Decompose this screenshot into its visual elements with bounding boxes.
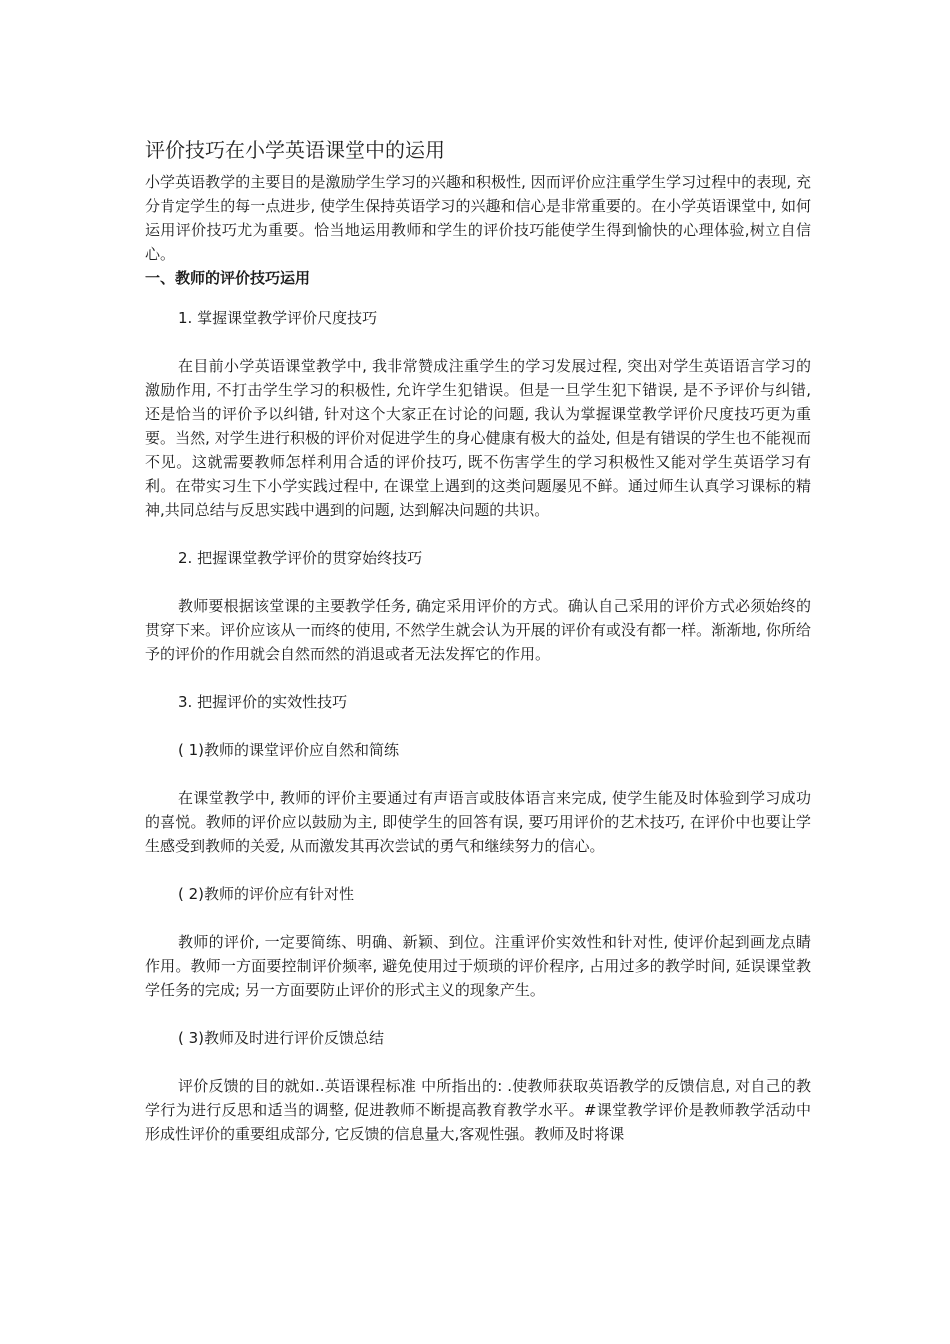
paragraph-2: 教师要根据该堂课的主要教学任务, 确定采用评价的方式。确认自己采用的评价方式必须始终的贯穿下来。评价应该从一而终的使用, 不然学生就会认为开展的评价有或没有都一样。渐渐地, 你所给予的评价的作用就会自然而然的消退或者无法发挥它的作用。 <box>145 597 811 663</box>
paragraph-3-2: 教师的评价, 一定要简练、明确、新颖、到位。注重评价实效性和针对性, 使评价起到画龙点睛作用。教师一方面要控制评价频率, 避免使用过于烦琐的评价程序, 占用过多的教学时间, 延误课堂教学任务的完成; 另一方面要防止评价的形式主义的现象产生。 <box>145 933 811 999</box>
intro-paragraph: 小学英语教学的主要目的是激励学生学习的兴趣和积极性, 因而评价应注重学生学习过程中的表现, 充分肯定学生的每一点进步, 使学生保持英语学习的兴趣和信心是非常重要的。在小学英语课堂中, 如何运用评价技巧尤为重要。恰当地运用教师和学生的评价技巧能使学生得到愉快的心理体验,树立自信心。 <box>145 173 811 263</box>
subheading-3: 3. 把握评价的实效性技巧 <box>178 693 348 711</box>
subheading-3-1: ( 1)教师的课堂评价应自然和简练 <box>178 741 400 759</box>
subheading-2: 2. 把握课堂教学评价的贯穿始终技巧 <box>178 549 423 567</box>
subheading-1: 1. 掌握课堂教学评价尺度技巧 <box>178 309 378 327</box>
document-page <box>145 132 811 1170</box>
subheading-3-3: ( 3)教师及时进行评价反馈总结 <box>178 1029 385 1047</box>
paragraph-3-3: 评价反馈的目的就如..英语课程标准 中所指出的: .使教师获取英语教学的反馈信息, 对自己的教学行为进行反思和适当的调整, 促进教师不断提高教育教学水平。#课堂教学评价是教师教学活动中形成性评价的重要组成部分, 它反馈的信息量大,客观性强。教师及时将课 <box>145 1077 811 1143</box>
subheading-3-2: ( 2)教师的评价应有针对性 <box>178 885 355 903</box>
paragraph-1: 在目前小学英语课堂教学中, 我非常赞成注重学生的学习发展过程, 突出对学生英语语言学习的激励作用, 不打击学生学习的积极性, 允许学生犯错误。但是一旦学生犯下错误, 是不予评价与纠错, 还是恰当的评价予以纠错, 针对这个大家正在讨论的问题, 我认为掌握课堂教学评价尺度技巧更为重要。当然, 对学生进行积极的评价对促进学生的身心健康有极大的益处, 但是有错误的学生也不能视而不见。这就需要教师怎样利用合适的评价技巧, 既不伤害学生的学习积极性又能对学生英语学习有利。在带实习生下小学实践过程中, 在课堂上遇到的这类问题屡见不鲜。通过师生认真学习课标的精神,共同总结与反思实践中遇到的问题, 达到解决问题的共识。 <box>145 357 811 519</box>
document-title: 评价技巧在小学英语课堂中的运用 <box>145 138 445 162</box>
paragraph-3-1: 在课堂教学中, 教师的评价主要通过有声语言或肢体语言来完成, 使学生能及时体验到学习成功的喜悦。教师的评价应以鼓励为主, 即使学生的回答有误, 要巧用评价的艺术技巧, 在评价中也要让学生感受到教师的关爱, 从而激发其再次尝试的勇气和继续努力的信心。 <box>145 789 811 855</box>
section-heading-teacher-evaluation: 一、教师的评价技巧运用 <box>145 269 311 287</box>
